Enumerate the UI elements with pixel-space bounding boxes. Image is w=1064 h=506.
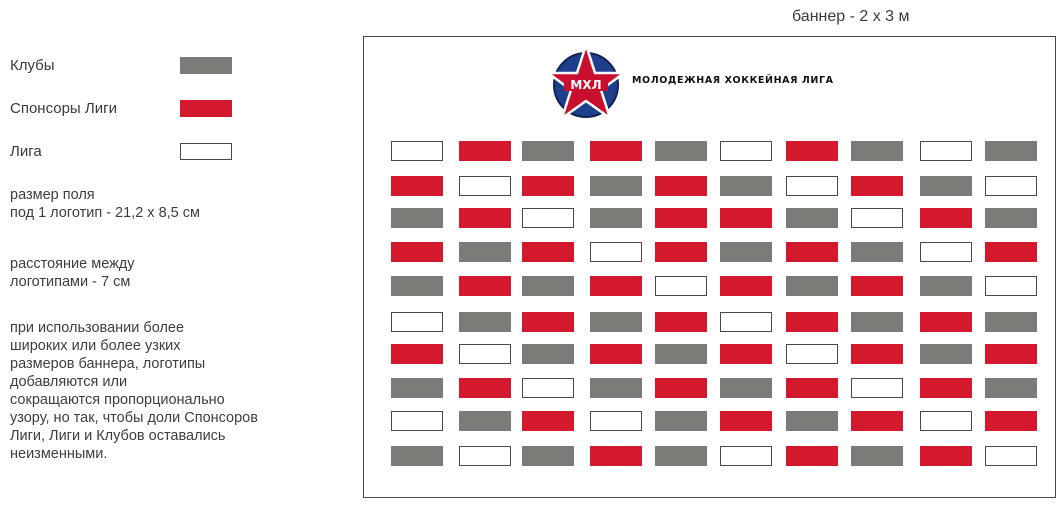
league-logo-slot bbox=[391, 141, 443, 161]
sponsor-logo-slot bbox=[655, 208, 707, 228]
league-title: МОЛОДЕЖНАЯ ХОККЕЙНАЯ ЛИГА bbox=[632, 75, 834, 86]
club-logo-slot bbox=[851, 312, 903, 332]
club-logo-slot bbox=[920, 276, 972, 296]
league-logo-slot bbox=[590, 242, 642, 262]
sponsor-logo-slot bbox=[459, 276, 511, 296]
sponsor-logo-slot bbox=[522, 176, 574, 196]
sponsor-logo-slot bbox=[786, 242, 838, 262]
club-logo-slot bbox=[655, 141, 707, 161]
club-logo-slot bbox=[786, 276, 838, 296]
club-logo-slot bbox=[920, 176, 972, 196]
club-logo-slot bbox=[590, 312, 642, 332]
league-logo-slot bbox=[985, 446, 1037, 466]
league-logo-slot bbox=[459, 344, 511, 364]
club-logo-slot bbox=[786, 208, 838, 228]
club-logo-slot bbox=[590, 176, 642, 196]
club-logo-slot bbox=[522, 446, 574, 466]
league-logo-slot bbox=[985, 276, 1037, 296]
sponsor-logo-slot bbox=[459, 378, 511, 398]
sponsor-logo-slot bbox=[655, 312, 707, 332]
club-logo-slot bbox=[590, 208, 642, 228]
club-logo-slot bbox=[786, 411, 838, 431]
league-logo-slot bbox=[522, 378, 574, 398]
legend-label: Лига bbox=[10, 143, 42, 160]
legend-label: Спонсоры Лиги bbox=[10, 100, 117, 117]
sponsor-logo-slot bbox=[851, 344, 903, 364]
sponsor-logo-slot bbox=[920, 208, 972, 228]
league-logo-slot bbox=[720, 141, 772, 161]
club-logo-slot bbox=[920, 344, 972, 364]
sponsor-logo-slot bbox=[851, 176, 903, 196]
league-logo-slot bbox=[851, 208, 903, 228]
sponsor-logo-slot bbox=[720, 208, 772, 228]
club-logo-slot bbox=[720, 176, 772, 196]
club-logo-slot bbox=[391, 378, 443, 398]
league-logo-slot bbox=[391, 411, 443, 431]
league-swatch bbox=[180, 143, 232, 160]
sponsor-logo-slot bbox=[522, 411, 574, 431]
sponsor-logo-slot bbox=[720, 411, 772, 431]
sponsor-logo-slot bbox=[655, 378, 707, 398]
sponsor-swatch bbox=[180, 100, 232, 117]
league-logo-slot bbox=[920, 411, 972, 431]
sponsor-logo-slot bbox=[522, 242, 574, 262]
sponsor-logo-slot bbox=[391, 242, 443, 262]
legend-item-sponsors bbox=[10, 100, 232, 117]
logo-spacing-note: расстояние между логотипами - 7 см bbox=[10, 256, 135, 290]
logo-text: МХЛ bbox=[570, 78, 602, 92]
legend-item-clubs bbox=[10, 57, 232, 74]
club-logo-slot bbox=[459, 242, 511, 262]
club-logo-slot bbox=[522, 344, 574, 364]
sponsor-logo-slot bbox=[985, 242, 1037, 262]
sponsor-logo-slot bbox=[720, 344, 772, 364]
club-logo-slot bbox=[391, 446, 443, 466]
scaling-rule-note: при использовании более широких или более узких размеров баннера, логотипы добавляются или сокращаются пропорционально узору, но так, чтобы доли Спонсоров Лиги, Лиги и Клубов оставались неизменными. bbox=[10, 320, 258, 462]
sponsor-logo-slot bbox=[786, 141, 838, 161]
club-logo-slot bbox=[459, 411, 511, 431]
club-logo-slot bbox=[522, 276, 574, 296]
league-logo-slot bbox=[985, 176, 1037, 196]
club-logo-slot bbox=[459, 312, 511, 332]
league-logo-slot bbox=[920, 242, 972, 262]
club-logo-slot bbox=[655, 344, 707, 364]
league-logo-slot bbox=[720, 446, 772, 466]
sponsor-logo-slot bbox=[920, 446, 972, 466]
club-logo-slot bbox=[851, 242, 903, 262]
club-swatch bbox=[180, 57, 232, 74]
club-logo-slot bbox=[655, 446, 707, 466]
league-logo-slot bbox=[391, 312, 443, 332]
sponsor-logo-slot bbox=[985, 344, 1037, 364]
legend-item-league bbox=[10, 143, 232, 160]
club-logo-slot bbox=[851, 141, 903, 161]
sponsor-logo-slot bbox=[459, 141, 511, 161]
sponsor-logo-slot bbox=[391, 176, 443, 196]
sponsor-logo-slot bbox=[786, 312, 838, 332]
sponsor-logo-slot bbox=[720, 276, 772, 296]
banner-frame bbox=[363, 36, 1056, 498]
sponsor-logo-slot bbox=[590, 446, 642, 466]
league-logo-slot bbox=[786, 176, 838, 196]
club-logo-slot bbox=[522, 141, 574, 161]
sponsor-logo-slot bbox=[786, 446, 838, 466]
sponsor-logo-slot bbox=[590, 344, 642, 364]
sponsor-logo-slot bbox=[391, 344, 443, 364]
league-logo-slot bbox=[655, 276, 707, 296]
sponsor-logo-slot bbox=[920, 312, 972, 332]
sponsor-logo-slot bbox=[920, 378, 972, 398]
sponsor-logo-slot bbox=[522, 312, 574, 332]
sponsor-logo-slot bbox=[590, 141, 642, 161]
club-logo-slot bbox=[590, 378, 642, 398]
sponsor-logo-slot bbox=[590, 276, 642, 296]
club-logo-slot bbox=[985, 312, 1037, 332]
logo-size-note: размер поля под 1 логотип - 21,2 х 8,5 см bbox=[10, 187, 200, 221]
banner-caption: баннер - 2 х 3 м bbox=[792, 8, 910, 25]
sponsor-logo-slot bbox=[655, 242, 707, 262]
club-logo-slot bbox=[985, 378, 1037, 398]
club-logo-slot bbox=[985, 208, 1037, 228]
league-logo-slot bbox=[786, 344, 838, 364]
sponsor-logo-slot bbox=[655, 176, 707, 196]
league-logo-slot bbox=[720, 312, 772, 332]
club-logo-slot bbox=[655, 411, 707, 431]
sponsor-logo-slot bbox=[851, 411, 903, 431]
club-logo-slot bbox=[985, 141, 1037, 161]
club-logo-slot bbox=[851, 446, 903, 466]
club-logo-slot bbox=[720, 378, 772, 398]
league-logo-slot bbox=[459, 446, 511, 466]
sponsor-logo-slot bbox=[459, 208, 511, 228]
club-logo-slot bbox=[391, 276, 443, 296]
legend-label: Клубы bbox=[10, 57, 55, 74]
club-logo-slot bbox=[391, 208, 443, 228]
league-logo-slot bbox=[851, 378, 903, 398]
club-logo-slot bbox=[720, 242, 772, 262]
league-logo-slot bbox=[920, 141, 972, 161]
league-logo-slot bbox=[459, 176, 511, 196]
sponsor-logo-slot bbox=[786, 378, 838, 398]
league-logo-slot bbox=[522, 208, 574, 228]
sponsor-logo-slot bbox=[985, 411, 1037, 431]
league-logo-slot bbox=[590, 411, 642, 431]
mhl-logo-icon bbox=[550, 43, 622, 121]
sponsor-logo-slot bbox=[851, 276, 903, 296]
